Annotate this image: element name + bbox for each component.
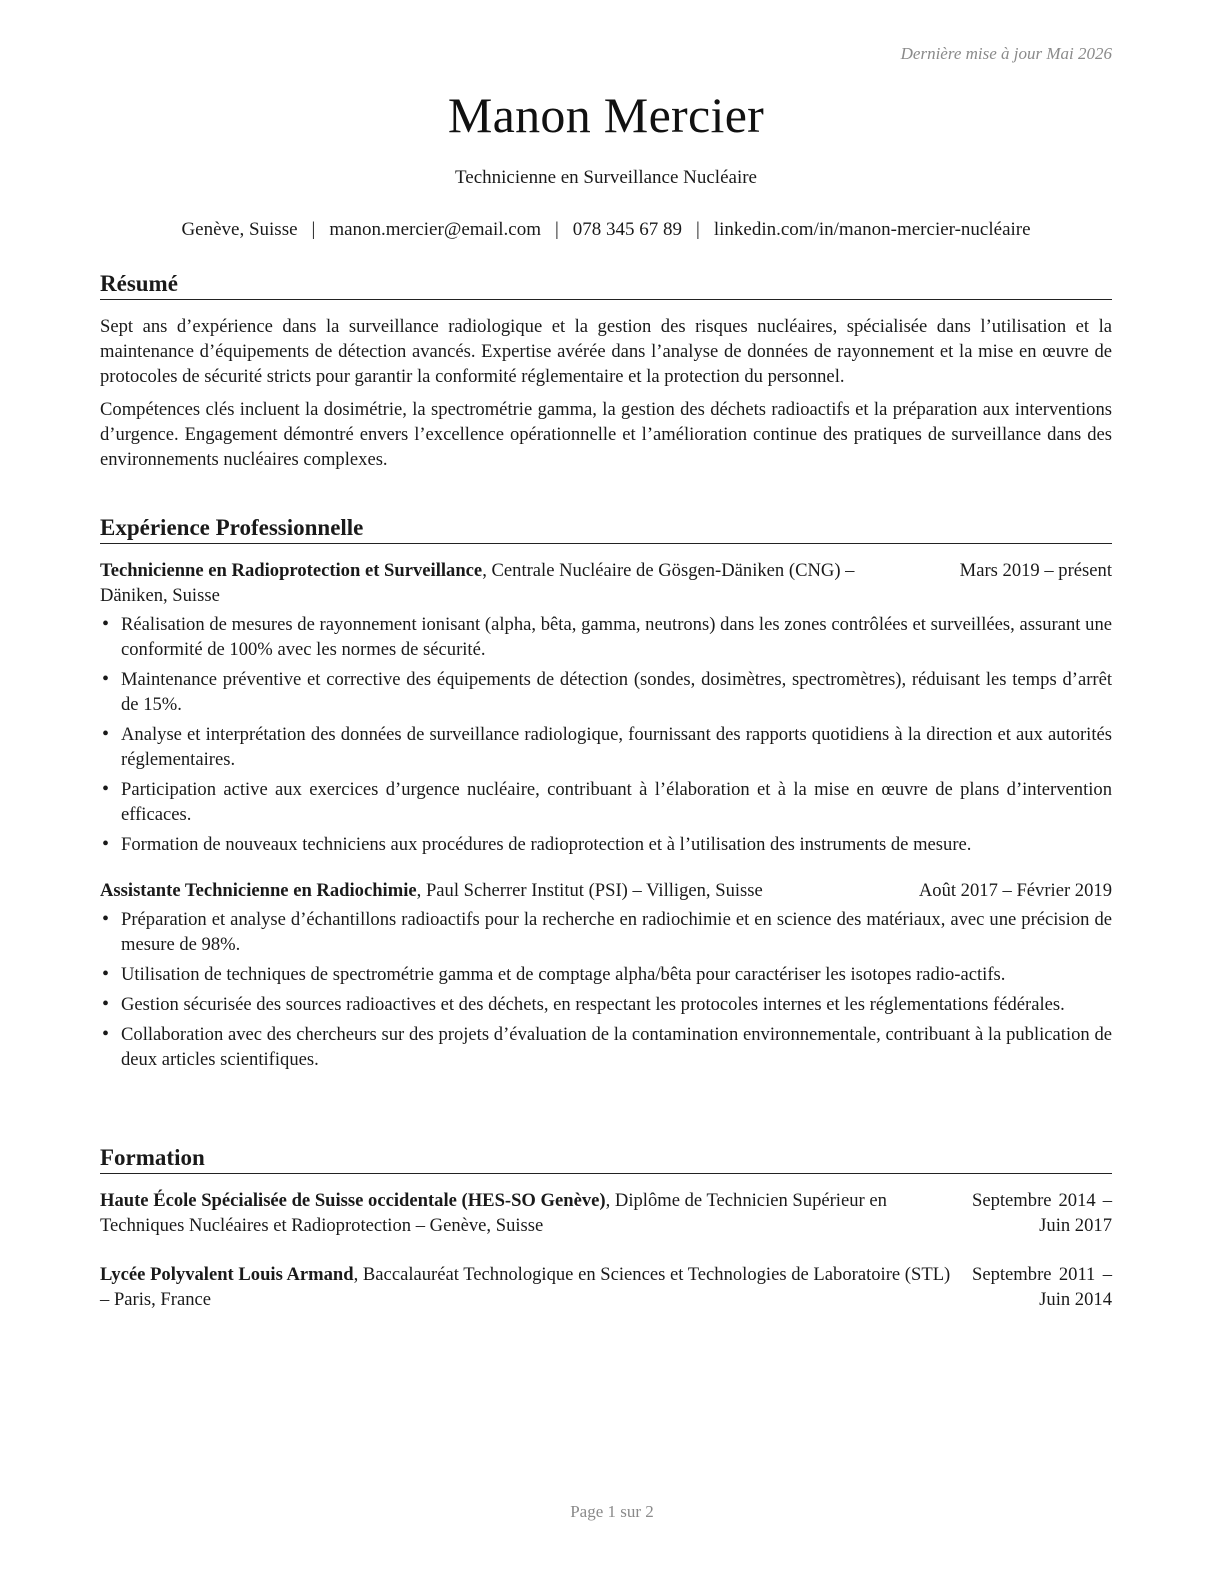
education-heading: Formation <box>100 1144 1112 1174</box>
education-school: Lycée Polyvalent Louis Armand <box>100 1264 354 1285</box>
education-dates: Septembre 2014 – Juin 2017 <box>972 1190 1112 1236</box>
job-organization: , Paul Scherrer Institut (PSI) – Villigen, Suisse <box>416 880 763 901</box>
job-header <box>100 878 1112 903</box>
job-entry <box>100 558 1112 857</box>
job-role: Technicienne en Radioprotection et Surveillance <box>100 560 483 581</box>
experience-heading: Expérience Professionnelle <box>100 514 1112 544</box>
job-dates: Août 2017 – Février 2019 <box>918 880 1112 901</box>
summary-section <box>100 270 1112 480</box>
job-header <box>100 558 1112 608</box>
job-title: Technicienne en Surveillance Nucléaire <box>455 167 757 188</box>
education-degree: , Baccalauréat Technologique en Sciences et Technologies de Laboratoire (STL) – Paris, France <box>100 1264 951 1310</box>
job-dates: Mars 2019 – présent <box>959 560 1112 581</box>
list-item: • Gestion sécurisée des sources radioactives et des déchets, en respectant les protocoles internes et les réglementations fédérales. <box>100 992 1112 1017</box>
contact-location: Genève, Suisse <box>181 219 298 240</box>
list-item: • Préparation et analyse d’échantillons radioactifs pour la recherche en radiochimie et en science des matériaux, avec une précision de mesure de 98%. <box>100 907 1112 957</box>
summary-paragraph: Sept ans d’expérience dans la surveillance radiologique et la gestion des risques nucléaires, spécialisée dans l’utilisation et la maintenance d’équipements de détection avancés. Expertise avérée dans l’analyse de données de rayonnement et la mise en œuvre de protocoles de sécurité stricts pour garantir la conformité réglementaire et la protection du personnel. <box>100 316 1112 387</box>
education-degree: , Diplôme de Technicien Supérieur en Techniques Nucléaires et Radioprotection – Genève, Suisse <box>100 1190 887 1236</box>
job-organization: , Centrale Nucléaire de Gösgen-Däniken (CNG) – Däniken, Suisse <box>100 560 855 606</box>
candidate-name: Manon Mercier <box>447 87 765 143</box>
list-item: • Analyse et interprétation des données de surveillance radiologique, fournissant des rapports quotidiens à la direction et aux autorités réglementaires. <box>100 722 1112 772</box>
education-section <box>100 1144 1112 1312</box>
last-updated: Dernière mise à jour Mai 2026 <box>900 44 1112 63</box>
contact-linkedin[interactable]: linkedin.com/in/manon-mercier-nucléaire <box>713 219 1031 240</box>
list-item: • Utilisation de techniques de spectrométrie gamma et de comptage alpha/bêta pour caractériser les isotopes radio-actifs. <box>100 962 1112 987</box>
job-entry <box>100 878 1112 1072</box>
experience-section <box>100 514 1112 1077</box>
education-entry <box>100 1262 1112 1312</box>
list-item: • Participation active aux exercices d’urgence nucléaire, contribuant à l’élaboration et à la mise en œuvre de plans d’intervention efficaces. <box>100 777 1112 827</box>
list-item: • Maintenance préventive et corrective des équipements de détection (sondes, dosimètres, spectromètres), réduisant les temps d’arrêt de 15%. <box>100 667 1112 717</box>
summary-paragraph: Compétences clés incluent la dosimétrie, la spectrométrie gamma, la gestion des déchets radioactifs et la préparation aux interventions d’urgence. Engagement démontré envers l’excellence opérationnelle et l’amélioration continue des pratiques de surveillance dans des environnements nucléaires complexes. <box>100 399 1112 470</box>
page-number: Page 1 sur 2 <box>570 1502 654 1521</box>
list-item: • Formation de nouveaux techniciens aux procédures de radioprotection et à l’utilisation des instruments de mesure. <box>100 832 1112 857</box>
education-school: Haute École Spécialisée de Suisse occidentale (HES-SO Genève) <box>100 1190 606 1211</box>
education-dates: Septembre 2011 – Juin 2014 <box>972 1264 1112 1310</box>
summary-heading: Résumé <box>100 270 1112 300</box>
contact-line <box>100 219 1112 241</box>
education-entry <box>100 1188 1112 1238</box>
contact-email[interactable]: manon.mercier@email.com <box>329 219 541 240</box>
contact-separator: | <box>696 219 700 240</box>
contact-separator: | <box>311 219 316 240</box>
job-bullets <box>100 907 1112 1072</box>
job-bullets <box>100 612 1112 857</box>
list-item: • Collaboration avec des chercheurs sur des projets d’évaluation de la contamination environnementale, contribuant à la publication de deux articles scientifiques. <box>100 1022 1112 1072</box>
job-role: Assistante Technicienne en Radiochimie <box>100 880 417 901</box>
contact-phone[interactable]: 078 345 67 89 <box>572 219 683 240</box>
contact-separator: | <box>554 219 559 240</box>
list-item: • Réalisation de mesures de rayonnement ionisant (alpha, bêta, gamma, neutrons) dans les zones contrôlées et surveillées, assurant une conformité de 100% avec les normes de sécurité. <box>100 612 1112 662</box>
